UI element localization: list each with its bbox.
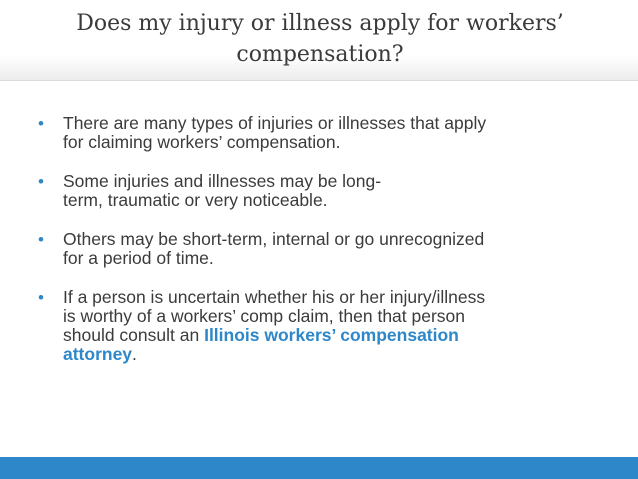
bullet-3-line-1: Others may be short-term, internal or go unrecognized xyxy=(63,229,485,249)
slide-title-line-2: compensation? xyxy=(236,42,404,67)
bullet-1-line-2: for claiming workers’ compensation. xyxy=(63,132,341,152)
bullet-3-line-2: for a period of time. xyxy=(63,248,214,268)
bullet-item-2 xyxy=(38,172,618,210)
bullet-4-line-1: If a person is uncertain whether his or her injury/illness xyxy=(63,287,486,307)
title-area xyxy=(0,0,638,81)
bullet-1-line-1: There are many types of injuries or illnesses that apply xyxy=(63,113,487,133)
bullet-4-line-4 xyxy=(63,345,618,364)
bullet-4-tail: . xyxy=(132,344,137,364)
bullet-marker: • xyxy=(38,230,44,249)
bullet-item-3 xyxy=(38,230,618,268)
bullet-4-line-3-text: should consult an xyxy=(63,325,205,345)
footer-bar xyxy=(0,457,638,479)
bullet-marker: • xyxy=(38,114,44,133)
bullet-item-4 xyxy=(38,288,618,364)
attorney-link-part-1[interactable]: Illinois workers’ compensation xyxy=(204,325,459,345)
slide-title xyxy=(40,8,600,70)
bullet-item-1 xyxy=(38,114,618,152)
bullet-marker: • xyxy=(38,288,44,307)
bullet-4-line-2: is worthy of a workers’ comp claim, then that person xyxy=(63,306,466,326)
bullet-list xyxy=(38,114,618,384)
bullet-marker: • xyxy=(38,172,44,191)
bullet-4-line-3 xyxy=(63,326,618,345)
attorney-link-part-2[interactable]: attorney xyxy=(63,344,133,364)
bullet-2-line-2: term, traumatic or very noticeable. xyxy=(63,190,328,210)
slide-title-line-1: Does my injury or illness apply for workers’ xyxy=(76,11,564,36)
bullet-2-line-1: Some injuries and illnesses may be long- xyxy=(63,171,382,191)
